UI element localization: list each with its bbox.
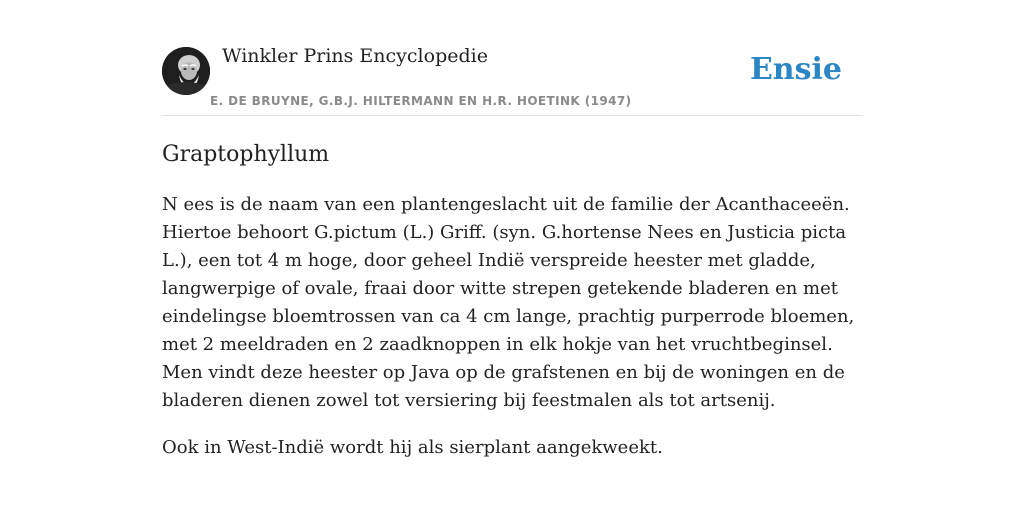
entry-body: [162, 191, 862, 462]
entry-title: Graptophyllum: [162, 142, 330, 167]
book-authors: E. DE BRUYNE, G.B.J. HILTERMANN EN H.R. HOETINK (1947): [210, 94, 632, 108]
page: [162, 0, 862, 462]
entry-paragraph: Ook in West-Indië wordt hij als sierplant aangekweekt.: [162, 437, 663, 458]
book-title[interactable]: Winkler Prins Encyclopedie: [222, 45, 488, 67]
entry-paragraph: N ees is de naam van een plantengeslacht uit de familie der Acanthaceeën. Hiertoe behoort G.pictum (L.) Griff. (syn. G.hortense Nees en Justicia picta L.), een tot 4 m hoge, door geheel Indië verspreide heester met gladde, langwerpige of ovale, fraai door witte strepen getekende bladeren en met eindelingse bloemtrossen van ca 4 cm lange, prachtig purperrode bloemen, met 2 meeldraden en 2 zaadknoppen in elk hokje van het vruchtbeginsel. Men vindt deze heester op Java op de grafstenen en bij de woningen en de bladeren dienen zowel tot versiering bij feestmalen als tot artsenij.: [162, 194, 855, 411]
author-portrait-icon[interactable]: [162, 47, 210, 95]
brand-logo[interactable]: Ensie: [749, 52, 842, 87]
header: [162, 0, 862, 116]
